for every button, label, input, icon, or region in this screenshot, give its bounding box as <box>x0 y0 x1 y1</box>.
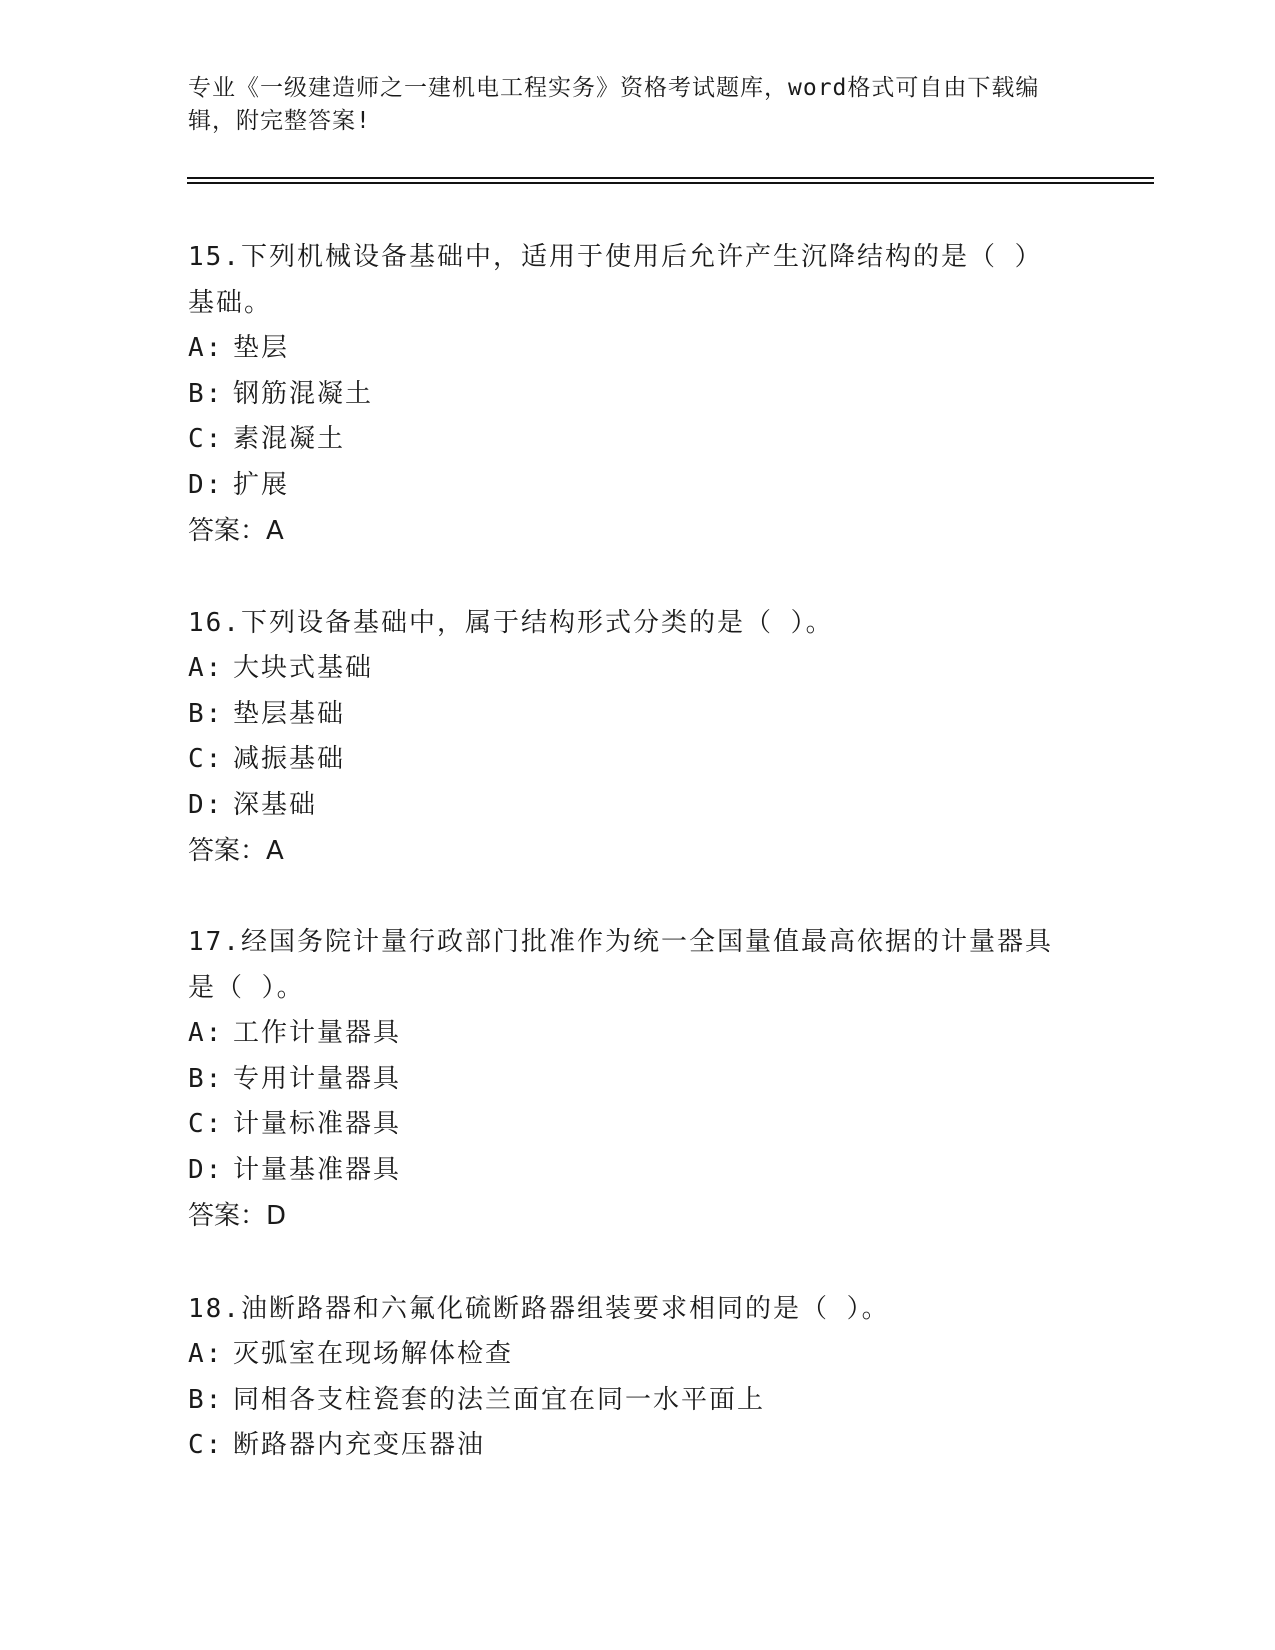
option-letter: D: <box>188 1154 224 1185</box>
option-letter: B: <box>188 1063 224 1094</box>
option-text: 钢筋混凝土 <box>233 378 374 409</box>
option-a <box>188 326 1088 372</box>
option-b <box>188 1378 1088 1424</box>
option-text: 工作计量器具 <box>233 1018 402 1048</box>
option-letter: B: <box>188 698 224 729</box>
option-text: 素混凝土 <box>233 424 346 454</box>
option-b <box>188 1057 1088 1103</box>
option-letter: B: <box>188 1384 224 1415</box>
option-letter: C: <box>188 1430 224 1460</box>
option-text: 大块式基础 <box>233 653 374 683</box>
option-letter: A: <box>188 653 224 683</box>
option-text: 计量基准器具 <box>233 1154 402 1185</box>
option-letter: A: <box>188 333 224 363</box>
option-letter: D: <box>188 789 224 820</box>
question-15 <box>188 234 1088 554</box>
question-18 <box>188 1286 1088 1469</box>
option-letter: D: <box>188 469 224 500</box>
header-line-2: 辑，附完整答案! <box>188 108 371 134</box>
answer-line: 答案：A <box>188 836 284 866</box>
option-letter: A: <box>188 1018 224 1048</box>
answer-line: 答案：D <box>188 1201 287 1231</box>
option-text: 灭弧室在现场解体检查 <box>233 1339 514 1369</box>
option-a <box>188 1332 1088 1378</box>
question-17 <box>188 919 1088 1239</box>
option-text: 扩展 <box>233 469 290 500</box>
option-d <box>188 1148 1088 1194</box>
option-letter: C: <box>188 424 224 454</box>
option-letter: C: <box>188 744 224 774</box>
option-text: 垫层 <box>233 333 290 363</box>
header-divider-top <box>187 177 1154 179</box>
option-c <box>188 737 1088 783</box>
question-text-line-1: 18.油断路器和六氟化硫断路器组装要求相同的是（ ）。 <box>188 1294 890 1324</box>
option-a <box>188 1011 1088 1057</box>
option-d <box>188 463 1088 509</box>
question-text-line-1: 15.下列机械设备基础中，适用于使用后允许产生沉降结构的是（ ） <box>188 242 1043 272</box>
option-text: 减振基础 <box>233 744 346 774</box>
option-c <box>188 1423 1088 1469</box>
option-text: 垫层基础 <box>233 698 346 729</box>
option-text: 深基础 <box>233 789 318 820</box>
option-letter: C: <box>188 1109 224 1139</box>
document-header <box>188 72 1088 138</box>
option-b <box>188 372 1088 418</box>
option-c <box>188 417 1088 463</box>
option-text: 断路器内充变压器油 <box>233 1430 486 1460</box>
question-text-line-2: 基础。 <box>188 288 273 318</box>
option-text: 同相各支柱瓷套的法兰面宜在同一水平面上 <box>233 1384 766 1415</box>
option-letter: A: <box>188 1339 224 1369</box>
option-text: 计量标准器具 <box>233 1109 402 1139</box>
option-c <box>188 1102 1088 1148</box>
header-line-1: 专业《一级建造师之一建机电工程实务》资格考试题库，word格式可自由下载编 <box>188 75 1040 101</box>
header-divider-bottom <box>187 182 1154 184</box>
question-text-line-1: 17.经国务院计量行政部门批准作为统一全国量值最高依据的计量器具 <box>188 927 1053 957</box>
question-text-line-1: 16.下列设备基础中，属于结构形式分类的是（ ）。 <box>188 608 834 638</box>
question-16 <box>188 600 1088 874</box>
option-a <box>188 646 1088 692</box>
option-d <box>188 783 1088 829</box>
option-text: 专用计量器具 <box>233 1063 402 1094</box>
option-letter: B: <box>188 378 224 409</box>
question-text-line-2: 是（ ）。 <box>188 973 305 1003</box>
answer-line: 答案：A <box>188 516 284 546</box>
option-b <box>188 692 1088 738</box>
